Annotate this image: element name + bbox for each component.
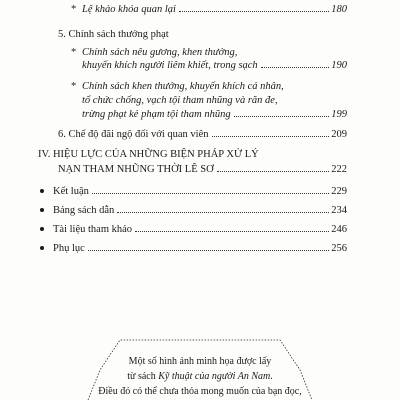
toc-page-number: 199	[331, 109, 347, 120]
note-line-1: Một số hình ảnh minh họa được lấy	[128, 356, 272, 367]
dot-leader	[92, 192, 329, 194]
bullet-icon	[40, 208, 44, 212]
toc-entry-neu-guong-line1: * Chính sách nêu gương, khen thưởng,	[71, 47, 238, 58]
dot-leader	[135, 230, 329, 232]
dot-leader	[234, 115, 330, 117]
toc-bullet-ket-luan: Kết luận 229	[40, 185, 347, 198]
toc-entry-khen-thuong-line3: trừng phạt kẻ phạm tội tham nhũng 199	[82, 109, 347, 120]
toc-bullet-bang-sach-dan: Bảng sách dẫn 234	[40, 204, 347, 217]
dot-leader	[117, 211, 329, 213]
dot-leader	[179, 10, 329, 12]
dot-leader	[217, 170, 330, 172]
toc-entry-text: * Lệ khảo khóa quan lại	[71, 4, 176, 15]
toc-bullet-tai-lieu: Tài liệu tham khảo 246	[40, 223, 347, 236]
bullet-icon	[40, 246, 44, 250]
bullet-icon	[40, 227, 44, 231]
dot-leader	[212, 135, 330, 137]
toc-page-number: 256	[331, 243, 347, 254]
toc-page-number: 190	[331, 60, 347, 71]
toc-page-number: 234	[331, 205, 347, 216]
toc-page-number: 229	[331, 186, 347, 197]
toc-section-6: 6. Chế độ đãi ngộ đối với quan viên 209	[58, 129, 347, 140]
toc-entry-neu-guong-line2: khuyến khích người liêm khiết, trong sạch 190	[82, 60, 347, 71]
bullet-icon	[40, 189, 44, 193]
toc-section-5: 5. Chính sách thưởng phạt	[58, 29, 169, 40]
toc-entry-le-khao	[71, 3, 347, 16]
toc-page-number: 246	[331, 224, 347, 235]
toc-bullet-phu-luc: Phụ lục 256	[40, 242, 347, 255]
toc-entry-khen-thuong-line1: * Chính sách khen thưởng, khuyến khích cá nhân,	[71, 81, 284, 92]
toc-page-number: 222	[331, 164, 347, 175]
dot-leader	[261, 66, 330, 68]
toc-page-number: 209	[331, 129, 347, 140]
note-box	[0, 338, 400, 400]
toc-entry-khen-thuong-line2: tổ chức chống, vạch tội tham nhũng và răn đe,	[82, 95, 278, 106]
note-line-2: từ sách Kỹ thuật của người An Nam.	[127, 371, 273, 382]
toc-chapter-iv-line2: NẠN THAM NHŨNG THỜI LÊ SƠ 222	[58, 164, 347, 175]
note-book-title: Kỹ thuật của người An Nam	[158, 371, 271, 382]
toc-page-number: 180	[331, 4, 347, 15]
note-line-3: Điều đó có thể chưa thỏa mong muốn của bạn đọc,	[98, 386, 302, 397]
toc-chapter-iv-line1: IV. HIỆU LỰC CỦA NHỮNG BIỆN PHÁP XỬ LÝ	[38, 149, 259, 160]
dot-leader	[88, 249, 329, 251]
